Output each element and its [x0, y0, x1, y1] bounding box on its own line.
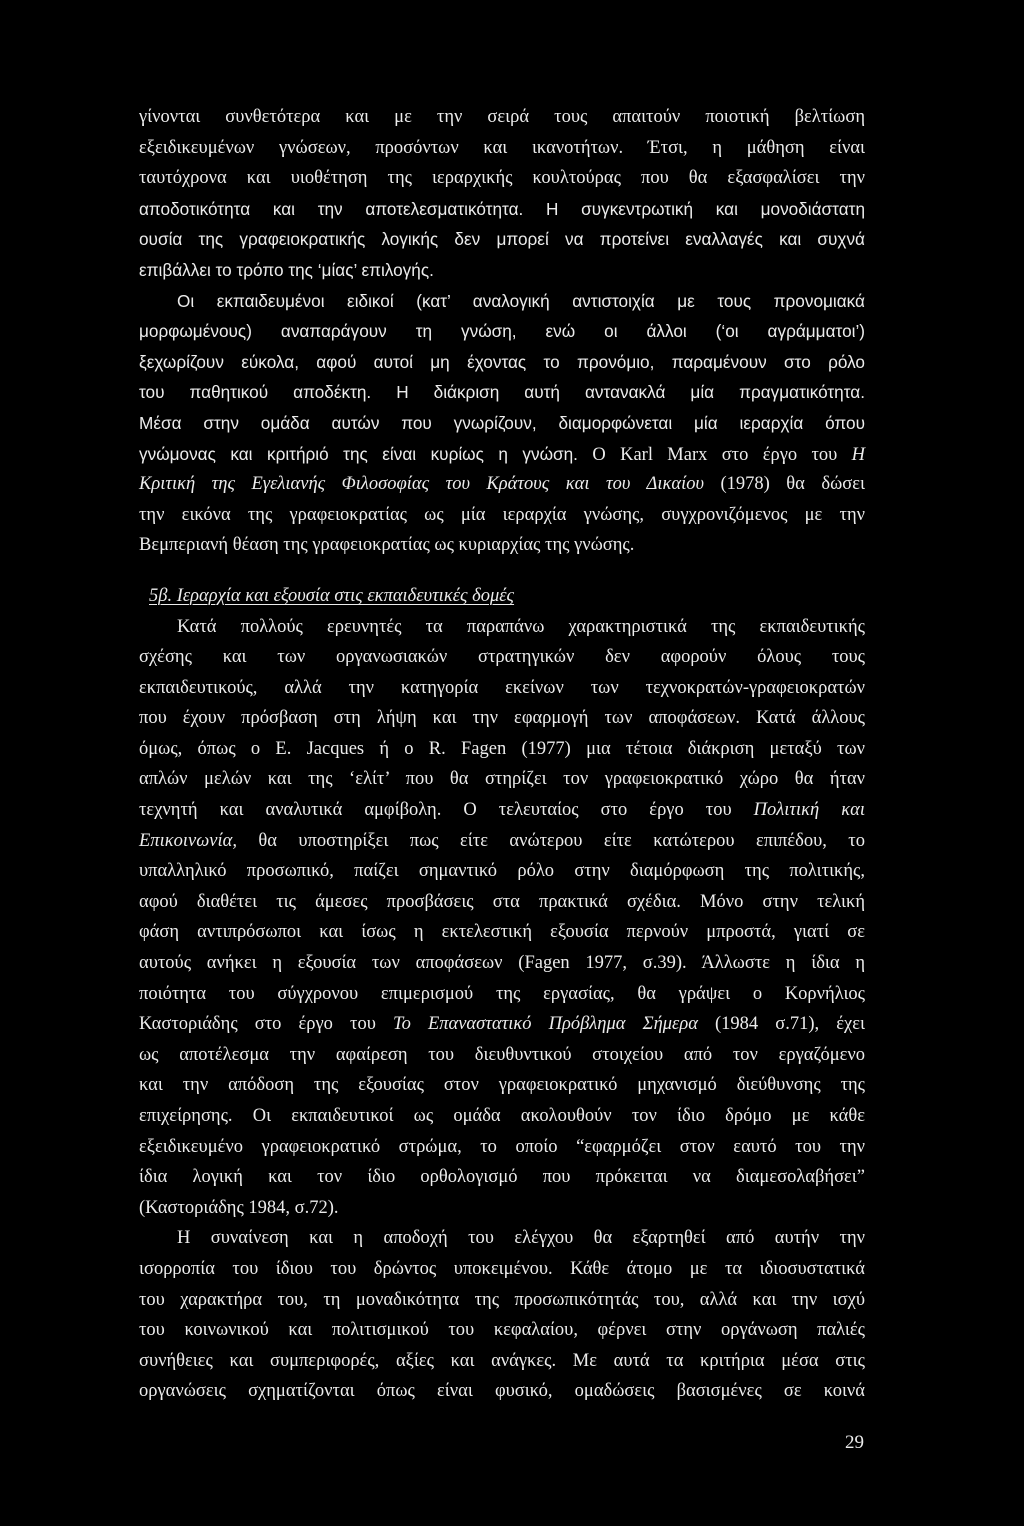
- book-title: Πολιτική και: [753, 800, 866, 821]
- text-line: φάση αντιπρόσωποι και ίσως η εκτελεστική εξουσία περνούν μπροστά, γιατί σε: [139, 922, 865, 943]
- text-line: εκπαιδευτικούς, αλλά την κατηγορία εκείνων των τεχνοκρατών-γραφειοκρατών: [139, 677, 865, 698]
- text-line: συνήθειες και συμπεριφορές, αξίες και ανάγκες. Με αυτά τα κριτήρια μέσα στις: [139, 1350, 865, 1371]
- text-line: οργανώσεις σχηματίζονται όπως είναι φυσικό, ομαδώσεις βασισμένες σε κοινά: [139, 1381, 865, 1402]
- text-run: Ο Karl Marx στο έργο του: [592, 444, 852, 465]
- text-line: σχέσης και των οργανωσιακών στρατηγικών δεν αφορούν όλους τους: [139, 647, 865, 668]
- text-line: του παθητικού αποδέκτη. Η διάκριση αυτή αντανακλά μία πραγματικότητα.: [139, 382, 865, 403]
- book-title: Επικοινωνία,: [139, 830, 237, 851]
- page-number: 29: [845, 1432, 864, 1453]
- text-line: ποιότητα του σύγχρονου επιμερισμού της εργασίας, θα γράψει ο Κορνήλιος: [139, 983, 865, 1004]
- text-line: Οι εκπαιδευμένοι ειδικοί (κατ’ αναλογική αντιστοιχία με τους προνομιακά: [177, 290, 865, 311]
- spacer: [139, 561, 865, 581]
- text-run: (1984 σ.71), έχει: [697, 1014, 865, 1035]
- text-line: υπαλληλικό προσωπικό, παίζει σημαντικό ρόλο στην διαμόρφωση της πολιτικής,: [139, 861, 865, 882]
- text-line: αυτούς ανήκει η εξουσία των αποφάσεων (Fagen 1977, σ.39). Άλλωστε η ίδια η: [139, 953, 865, 974]
- text-line: ταυτόχρονα και υιοθέτηση της ιεραρχικής κουλτούρας που θα εξασφαλίσει την: [139, 168, 865, 189]
- text-line: ισορροπία του ίδιου του δρώντος υποκειμένου. Κάθε άτομο με τα ιδιοσυστατικά: [139, 1258, 865, 1279]
- text-line: [139, 826, 865, 857]
- text-line: επιχείρησης. Οι εκπαιδευτικοί ως ομάδα ακολουθούν τον ίδιο δρόμο με κάθε: [139, 1106, 865, 1126]
- text-line: Βεμπεριανή θέαση της γραφειοκρατίας ως κυριαρχίας της γνώσης.: [139, 535, 635, 556]
- text-line: ουσία της γραφειοκρατικής λογικής δεν μπορεί να προτείνει εναλλαγές και συχνά: [139, 229, 865, 250]
- text-run: θα υποστηρίξει πως είτε ανώτερου είτε κατώτερου επιπέδου, το: [236, 830, 865, 851]
- text-line: απλών μελών και της ‘ελίτ’ που θα στηρίζει τον γραφειοκρατικό χώρο θα ήταν: [139, 769, 865, 790]
- text-line: [139, 439, 865, 470]
- text-line: Κατά πολλούς ερευνητές τα παραπάνω χαρακτηριστικά της εκπαιδευτικής: [177, 616, 865, 637]
- text-line: που έχουν πρόσβαση στη λήψη και την εφαρμογή των αποφάσεων. Κατά άλλους: [139, 708, 865, 729]
- text-line: την εικόνα της γραφειοκρατίας ως μία ιεραρχία γνώσης, συγχρονιζόμενος με την: [139, 504, 865, 525]
- text-line: επιβάλλει το τρόπο της ‘μίας’ επιλογής.: [139, 259, 434, 280]
- text-line: Η συναίνεση και η αποδοχή του ελέγχου θα εξαρτηθεί από αυτήν την: [177, 1228, 865, 1249]
- text-line: αφού διαθέτει τις άμεσες προσβάσεις στα πρακτικά σχέδια. Μόνο στην τελική: [139, 891, 865, 912]
- text-run: Καστοριάδης στο έργο του: [139, 1014, 393, 1035]
- section-heading: 5β. Ιεραρχία και εξουσία στις εκπαιδευτικές δομές: [149, 585, 515, 606]
- text-line: ίδια λογική και τον ίδιο ορθολογισμό που πρόκειται να διαμεσολαβήσει”: [139, 1167, 865, 1188]
- paragraph-2: [139, 286, 865, 561]
- text-run: τεχνητή και αναλυτικά αμφίβολη. Ο τελευταίος στο έργο του: [139, 800, 754, 821]
- text-line: [139, 469, 865, 500]
- text-line: (Καστοριάδης 1984, σ.72).: [139, 1197, 339, 1218]
- text-line: εξειδικευμένο γραφειοκρατικό στρώμα, το οποίο “εφαρμόζει στον εαυτό του την: [139, 1136, 865, 1157]
- paragraph-1: [139, 102, 865, 286]
- text-line: [139, 795, 865, 826]
- book-title: Η: [851, 444, 866, 465]
- text-line: αποδοτικότητα και την αποτελεσματικότητα. Η συγκεντρωτική και μονοδιάστατη: [139, 198, 865, 219]
- text-line: ως αποτέλεσμα την αφαίρεση του διευθυντικού στοιχείου από τον εργαζόμενο: [139, 1044, 865, 1065]
- text-line: Μέσα στην ομάδα αυτών που γνωρίζουν, διαμορφώνεται μία ιεραρχία όπου: [139, 412, 865, 433]
- text-run: γνώμονας και κριτήριό της είναι κυρίως η γνώση.: [139, 443, 593, 464]
- text-line: γίνονται συνθετότερα και με την σειρά τους απαιτούν ποιοτική βελτίωση: [139, 107, 865, 127]
- book-title: Κριτική της Εγελιανής Φιλοσοφίας του Κράτους και του Δικαίου: [139, 474, 704, 495]
- text-line: του κοινωνικού και πολιτισμικού του κεφαλαίου, φέρνει στην οργάνωση παλιές: [139, 1320, 865, 1341]
- text-line: του χαρακτήρα του, τη μοναδικότητα της προσωπικότητάς του, αλλά και την ισχύ: [139, 1289, 865, 1310]
- book-title: Το Επαναστατικό Πρόβλημα Σήμερα: [392, 1014, 698, 1035]
- paragraph-3: [139, 612, 865, 1224]
- text-run: (1978) θα δώσει: [703, 474, 865, 495]
- body-text: [139, 102, 865, 1407]
- paragraph-4: [139, 1223, 865, 1407]
- text-line: μορφωμένους) αναπαράγουν τη γνώση, ενώ οι άλλοι (‘οι αγράμματοι’): [139, 321, 865, 342]
- text-line: [139, 1009, 865, 1040]
- text-line: εξειδικευμένων γνώσεων, προσόντων και ικανοτήτων. Έτσι, η μάθηση είναι: [139, 137, 865, 158]
- text-line: όμως, όπως ο E. Jacques ή ο R. Fagen (1977) μια τέτοια διάκριση μεταξύ των: [139, 738, 865, 759]
- text-line: και την απόδοση της εξουσίας στον γραφειοκρατικό μηχανισμό διεύθυνσης της: [139, 1075, 865, 1096]
- text-line: ξεχωρίζουν εύκολα, αφού αυτοί μη έχοντας το προνόμιο, παραμένουν στο ρόλο: [139, 351, 865, 372]
